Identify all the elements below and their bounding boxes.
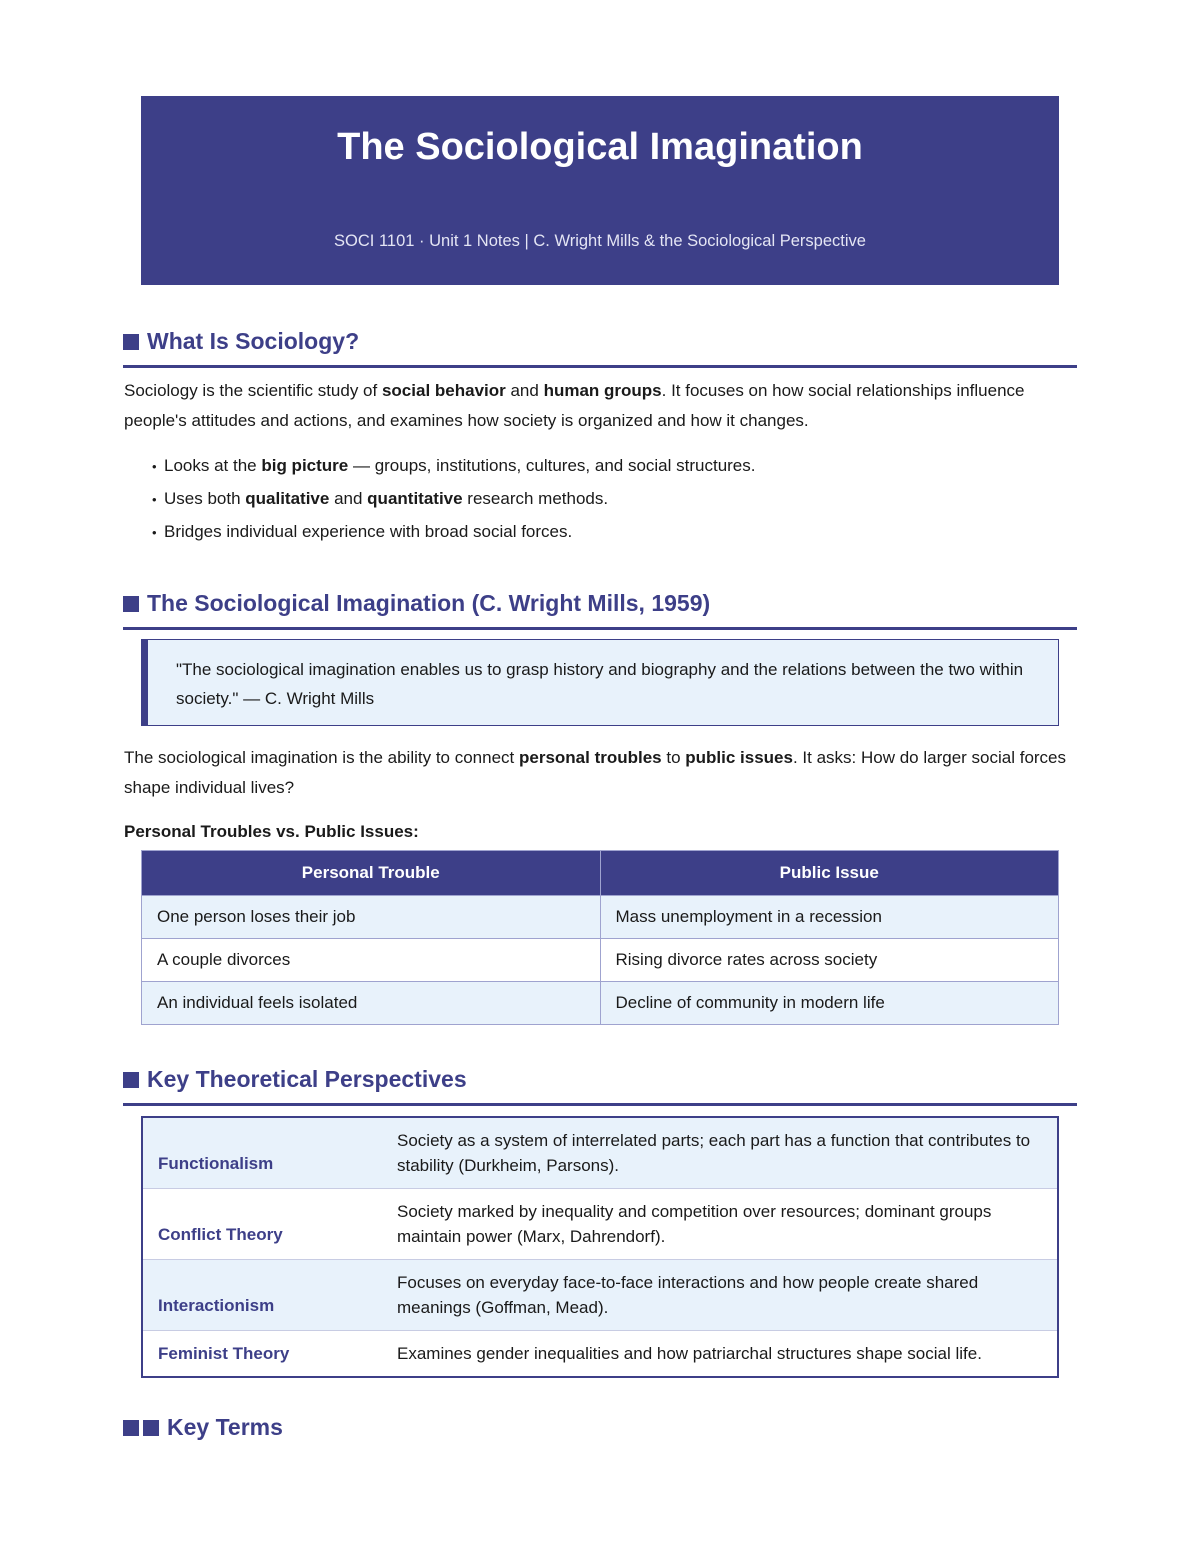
table-cell: One person loses their job (142, 896, 601, 939)
table-cell: Rising divorce rates across society (600, 939, 1059, 982)
table-row (142, 1189, 1058, 1260)
sociological-imagination-body: The sociological imagination is the ability to connect personal troubles to public issues. It asks: How do larger social forces shape individual lives? (124, 748, 1067, 797)
table-row (142, 939, 1059, 982)
square-bullet-icon (143, 1420, 159, 1436)
sociology-definition: Sociology is the scientific study of social behavior and human groups. It focuses on how social relationships influence people's attitudes and actions, and examines how society is organized and how it changes. (124, 381, 1025, 430)
list-item: • Uses both qualitative and quantitative research methods. (152, 482, 1052, 515)
perspective-description: Society as a system of interrelated parts; each part has a function that contributes to stability (Durkheim, Parsons). (382, 1117, 1058, 1189)
table-label: Personal Troubles vs. Public Issues: (124, 822, 419, 841)
perspective-name: Feminist Theory (158, 1343, 290, 1363)
page-subtitle: SOCI 1101 · Unit 1 Notes | C. Wright Mills & the Sociological Perspective (334, 232, 866, 250)
perspective-description: Focuses on everyday face-to-face interactions and how people create shared meanings (Goffman, Mead). (382, 1260, 1058, 1331)
mills-quote-block: "The sociological imagination enables us to grasp history and biography and the relations between the two within society." — C. Wright Mills (141, 639, 1059, 726)
table-cell: An individual feels isolated (142, 982, 601, 1025)
column-header: Personal Trouble (142, 851, 601, 896)
column-header: Public Issue (600, 851, 1059, 896)
table-row (142, 896, 1059, 939)
perspective-description: Examines gender inequalities and how patriarchal structures shape social life. (397, 1344, 982, 1363)
table-header-row (142, 851, 1059, 896)
section-heading-sociological-imagination: The Sociological Imagination (C. Wright Mills, 1959) (123, 590, 1077, 630)
troubles-issues-table (141, 850, 1059, 1025)
table-cell: Mass unemployment in a recession (600, 896, 1059, 939)
square-bullet-icon (123, 1072, 139, 1088)
perspective-description: Society marked by inequality and competition over resources; dominant groups maintain power (Marx, Dahrendorf). (382, 1189, 1058, 1260)
header-banner (141, 96, 1059, 285)
section-heading-theoretical-perspectives: Key Theoretical Perspectives (123, 1066, 1077, 1106)
perspectives-table (141, 1116, 1059, 1378)
perspective-name: Conflict Theory (142, 1189, 382, 1260)
table-row (142, 1117, 1058, 1189)
square-bullet-icon (123, 334, 139, 350)
page-title: The Sociological Imagination (337, 126, 863, 168)
table-cell: A couple divorces (142, 939, 601, 982)
table-row (142, 1331, 1058, 1378)
list-item: • Looks at the big picture — groups, institutions, cultures, and social structures. (152, 449, 1052, 482)
table-row (142, 1260, 1058, 1331)
square-bullet-icon (123, 1420, 139, 1436)
table-cell: Decline of community in modern life (600, 982, 1059, 1025)
section-heading-key-terms: Key Terms (123, 1414, 1077, 1451)
perspective-name: Functionalism (142, 1117, 382, 1189)
list-item: • Bridges individual experience with broad social forces. (152, 515, 1052, 548)
square-bullet-icon (123, 596, 139, 612)
sociology-bullet-list (152, 449, 1052, 548)
section-heading-what-is-sociology: What Is Sociology? (123, 328, 1077, 368)
perspective-name: Interactionism (142, 1260, 382, 1331)
table-row (142, 982, 1059, 1025)
